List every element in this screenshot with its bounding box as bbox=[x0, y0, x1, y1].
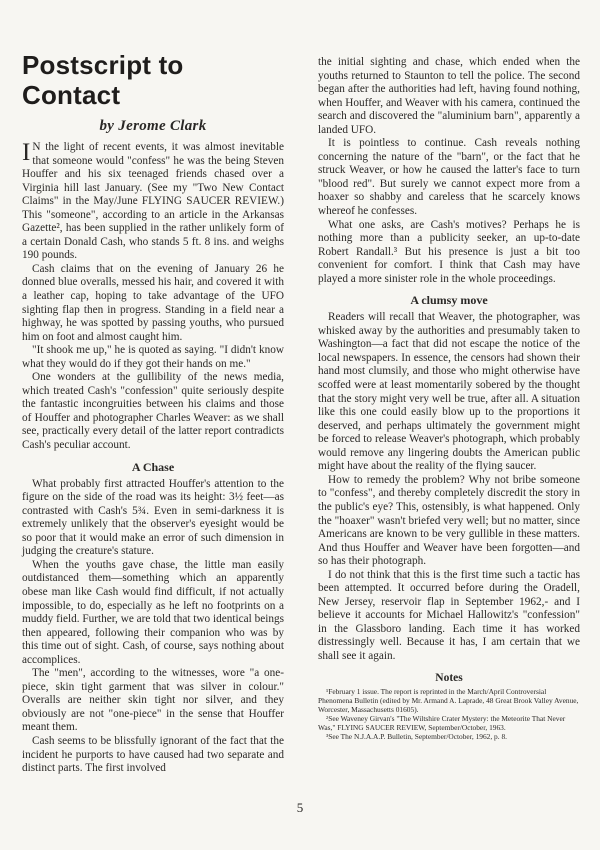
author-byline: by Jerome Clark bbox=[99, 118, 207, 134]
paragraph: Cash claims that on the evening of January 26 he donned blue overalls, messed his hair, and covered it with a leather cap, hoping to take advantage of the UFO sighting flap then in progress. Standing in a field near a highway, he was spotted by passing youths, who pursued him on foot and almost caught him. bbox=[22, 262, 284, 343]
section-heading: A Chase bbox=[131, 459, 175, 474]
paragraph: One wonders at the gullibility of the news media, which treated Cash's "confession" quite seriously despite the fantastic incongruities between his claims and those of Houffer and photographer Charles Weaver: as we shall see, practically every detail of the latter report contradicts Cash's peculiar account. bbox=[22, 371, 284, 452]
paragraph: Readers will recall that Weaver, the photographer, was whisked away by the authorities and presumably taken to Washington—a fact that did not escape the notice of the local newspapers. In essence, the censors had shown their hand most clumsily, and those who might otherwise have scoffed were at least momentarily sobered by the thought that the story might very well be true, after all. A situation like this one could easily blow up to the proportions it deserved, and perhaps ultimately the government might be forced to release Weaver's photograph, which probably would remove any lingering doubts the American public might have about the reality of the flying saucer. bbox=[318, 311, 580, 473]
paragraph: I N the light of recent events, it was almost inevitable that someone would "confess" he was the being Steven Houffer and his six teenaged friends chased over a Virginia hill last January. (See my "Two New Contact Claims" in the May/June FLYING SAUCER REVIEW.) This "someone", according to an article in the Arkansas Gazette², has been supplied in the rather unlikely form of a certain Donald Cash, who stands 5 ft. 8 ins. and weighs 190 pounds. bbox=[22, 139, 284, 262]
footnote: ²See Waveney Girvan's "The Wiltshire Crater Mystery: the Meteorite That Never Was," FLYING SAUCER REVIEW, September/October, 1963. bbox=[318, 713, 566, 732]
footnote: ¹February 1 issue. The report is reprinted in the March/April Controversial Phenomena Bulletin (edited by Mr. Armand A. Laprade, 48 Great Brook Valley Avenue, Worcester, Massachusetts 01605). bbox=[318, 686, 579, 714]
paragraph: The "men", according to the witnesses, wore "a one-piece, skin tight garment that was silver in colour." Overalls are neither skin tight nor silver, and they obviously are not "one-piece" in the sense that Houffer meant them. bbox=[22, 667, 284, 734]
page-number: 5 bbox=[296, 800, 304, 815]
paragraph: It is pointless to continue. Cash reveals nothing concerning the nature of the "barn", or the fact that he struck Weaver, or how he caused the latter's face to turn "blood red". But surely we cannot expect more from a hoaxer so shabby and careless that he scarcely knows whereof he confesses. bbox=[318, 137, 580, 218]
paragraph: I do not think that this is the first time such a tactic has been attempted. It occurred before during the Oradell, New Jersey, reservoir flap in September 1962,- and I believe it accounts for Michael Hallowitz's "confession" in the Glassboro landing. Each time it has worked distressingly well. Because it has, I am certain that we shall see it again. bbox=[318, 568, 580, 662]
paragraph: the initial sighting and chase, which ended when the youths returned to Staunton to tell the police. The second began after the authorities had left, having found nothing, when Houffer, and Weaver with his camera, continued the search and discovered the "aluminium barn", apparently a landed UFO. bbox=[318, 56, 580, 136]
right-column bbox=[318, 0, 580, 741]
section-heading: A clumsy move bbox=[410, 293, 488, 308]
paragraph: Cash seems to be blissfully ignorant of the fact that the incident he purports to have caused had two separate and distinct parts. The first involved bbox=[22, 734, 284, 775]
paragraph: What one asks, are Cash's motives? Perhaps he is nothing more than a publicity seeker, an up-to-date Robert Randall.³ But his presence is just a bit too convenient for comfort. I think that Cash may have played a more sinister role in the whole proceedings. bbox=[318, 218, 580, 285]
drop-cap: I bbox=[22, 139, 31, 166]
article-title: Postscript to Contact bbox=[22, 50, 184, 110]
notes-heading: Notes bbox=[435, 671, 463, 684]
paragraph: How to remedy the problem? Why not bribe someone to "confess", and thereby completely discredit the story in the public's eye? This, ostensibly, is what happened. Only the "hoaxer" wasn't briefed very well; but no matter, since Americans are known to be very gullible in these matters. And thus Houffer and Weaver have been forgotten—and so has their photograph. bbox=[318, 473, 580, 568]
left-column bbox=[22, 0, 284, 776]
footnote: ³See The N.J.A.A.P. Bulletin, September/October, 1962, p. 8. bbox=[326, 731, 507, 741]
paragraph: When the youths gave chase, the little man easily outdistanced them—something which an apparently obese man like Cash would find difficult, if not actually impossible, to do, especially as he left no footprints on a muddy field. Further, we are told that two identical beings then appeared, following their companion who was by this time out of sight. Cash, of course, says nothing about accomplices. bbox=[22, 558, 284, 666]
paragraph: "It shook me up," he is quoted as saying. "I didn't know what they would do if they got their hands on me." bbox=[22, 344, 284, 370]
paragraph: What probably first attracted Houffer's attention to the figure on the side of the road was its height: 3½ feet—as contrasted with Cash's 5¾. Even in semi-darkness it is extremely unlikely that the observer's eyesight would be so poor that it would make an error of such dimension in judging the creature's stature. bbox=[22, 477, 284, 558]
